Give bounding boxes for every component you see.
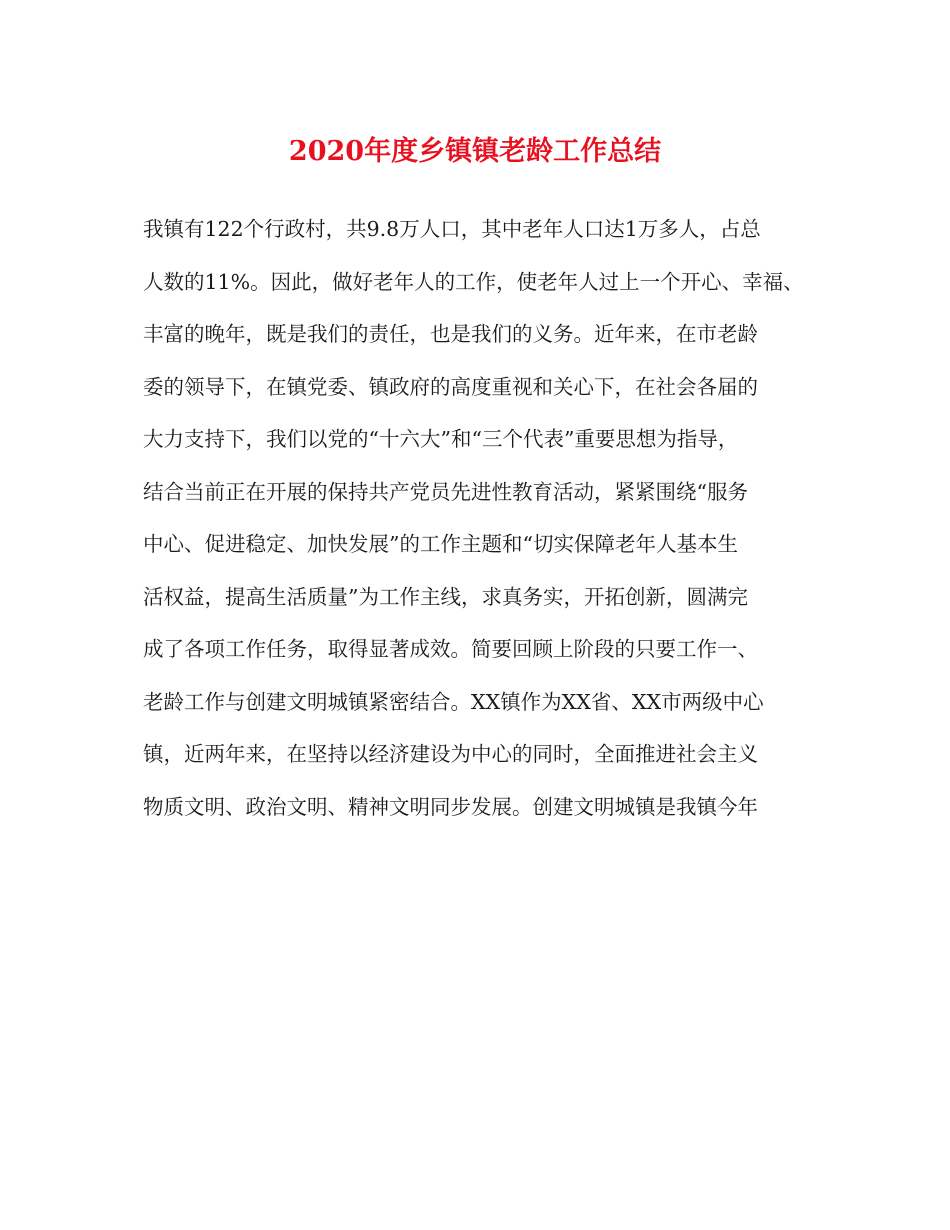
body-line: 物质文明、政治文明、精神文明同步发展。创建文明城镇是我镇今年 xyxy=(143,794,758,819)
body-line: 丰富的晚年，既是我们的责任，也是我们的义务。近年来，在市老龄 xyxy=(143,322,758,346)
body-line: 镇，近两年来，在坚持以经济建设为中心的同时，全面推进社会主义 xyxy=(143,742,758,766)
document-title: 2020年度乡镇镇老龄工作总结 xyxy=(288,136,662,167)
body-line: 人数的11%。因此，做好老年人的工作，使老年人过上一个开心、幸福、 xyxy=(143,269,804,294)
body-line: 中心、促进稳定、加快发展”的工作主题和“切实保障老年人基本生 xyxy=(143,532,738,556)
body-line: 老龄工作与创建文明城镇紧密结合。XX镇作为XX省、XX市两级中心 xyxy=(143,689,764,714)
body-line: 活权益，提高生活质量”为工作主线，求真务实，开拓创新，圆满完 xyxy=(143,584,748,609)
document-body xyxy=(143,214,843,844)
body-line: 大力支持下，我们以党的“十六大”和“三个代表”重要思想为指导， xyxy=(143,427,739,451)
body-line: 委的领导下，在镇党委、镇政府的高度重视和关心下，在社会各届的 xyxy=(143,374,758,399)
body-line: 结合当前正在开展的保持共产党员先进性教育活动，紧紧围绕“服务 xyxy=(143,479,748,504)
body-line: 成了各项工作任务，取得显著成效。简要回顾上阶段的只要工作一、 xyxy=(143,637,758,661)
body-line: 我镇有122个行政村，共9.8万人口，其中老年人口达1万多人，占总 xyxy=(143,217,761,241)
